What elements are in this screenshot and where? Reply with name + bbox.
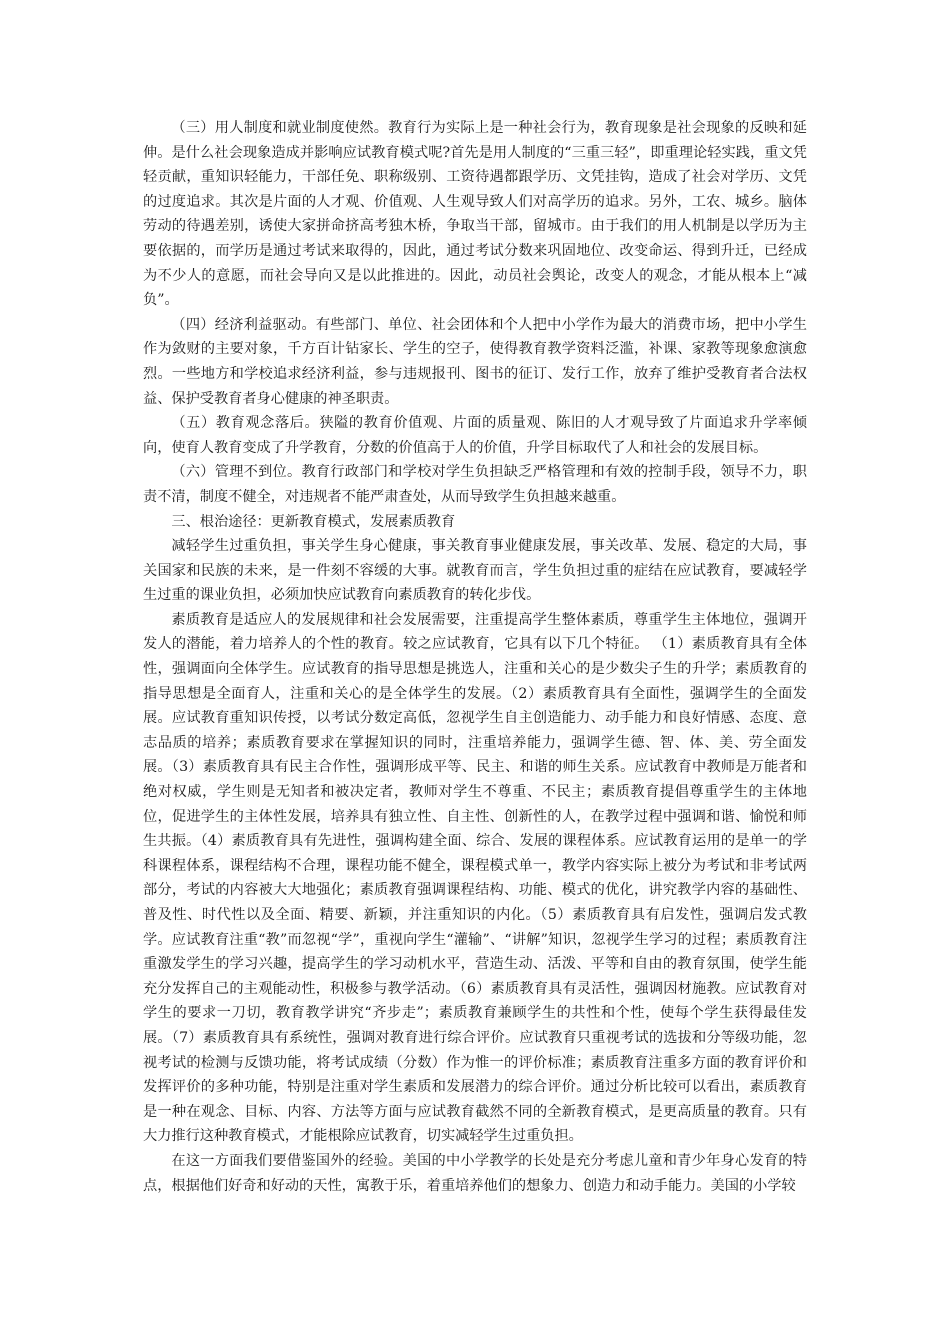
paragraph-economic-interest: （四）经济利益驱动。有些部门、单位、社会团体和个人把中小学作为最大的消费市场，把中小学生作为敛财的主要对象，千方百计钻家长、学生的空子，使得教育教学资料泛滥，补课、家教等现象愈演愈烈。一些地方和学校追求经济利益，参与违规报刊、图书的征订、发行工作，放弃了维护受教育者合法权益、保护受教育者身心健康的神圣职责。	[143, 316, 807, 407]
paragraph-reduce-burden: 减轻学生过重负担，事关学生身心健康，事关教育事业健康发展，事关改革、发展、稳定的大局，事关国家和民族的未来，是一件刻不容缓的大事。就教育而言，学生负担过重的症结在应试教育，要减轻学生过重的课业负担，必须加快应试教育向素质教育的转化步伐。	[143, 538, 807, 604]
section-heading: 三、根治途径：更新教育模式，发展素质教育	[171, 513, 456, 530]
paragraph-management: （六）管理不到位。教育行政部门和学校对学生负担缺乏严格管理和有效的控制手段，领导不力，职责不清，制度不健全，对违规者不能严肃查处，从而导致学生负担越来越重。	[143, 464, 807, 505]
paragraph-quality-education-features: 素质教育是适应人的发展规律和社会发展需要，注重提高学生整体素质，尊重学生主体地位，强调开发人的潜能，着力培养人的个性的教育。较之应试教育，它具有以下几个特征。 （1）素质教育具有全体性，强调面向全体学生。应试教育的指导思想是挑选人，注重和关心的是少数尖子生的升学；素质教育的指导思想是全面育人，注重和关心的是全体学生的发展。（2）素质教育具有全面性，强调学生的全面发展。应试教育重知识传授，以考试分数定高低，忽视学生自主创造能力、动手能力和良好情感、态度、意志品质的培养；素质教育要求在掌握知识的同时，注重培养能力，强调学生德、智、体、美、劳全面发展。（3）素质教育具有民主合作性，强调形成平等、民主、和谐的师生关系。应试教育中教师是万能者和绝对权威，学生则是无知者和被决定者，教师对学生不尊重、不民主；素质教育提倡尊重学生的主体地位，促进学生的主体性发展，培养具有独立性、自主性、创新性的人，在教学过程中强调和谐、愉悦和师生共振。（4）素质教育具有先进性，强调构建全面、综合、发展的课程体系。应试教育运用的是单一的学科课程体系，课程结构不合理，课程功能不健全，课程模式单一，教学内容实际上被分为考试和非考试两部分，考试的内容被大大地强化；素质教育强调课程结构、功能、模式的优化，讲究教学内容的基础性、普及性、时代性以及全面、精要、新颖，并注重知识的内化。（5）素质教育具有启发性，强调启发式教学。应试教育注重“教”而忽视“学”，重视向学生“灌输”、“讲解”知识，忽视学生学习的过程；素质教育注重激发学生的学习兴趣，提高学生的学习动机水平，营造生动、活泼、平等和自由的教育氛围，使学生能充分发挥自己的主观能动性，积极参与教学活动。（6）素质教育具有灵活性，强调因材施教。应试教育对学生的要求一刀切，教育教学讲究“齐步走”；素质教育兼顾学生的共性和个性，使每个学生获得最佳发展。（7）素质教育具有系统性，强调对教育进行综合评价。应试教育只重视考试的选拔和分等级功能，忽视考试的检测与反馈功能，将考试成绩（分数）作为惟一的评价标准；素质教育注重多方面的教育评价和发挥评价的多种功能，特别是注重对学生素质和发展潜力的综合评价。通过分析比较可以看出，素质教育是一种在观念、目标、内容、方法等方面与应试教育截然不同的全新教育模式，是更高质量的教育。只有大力推行这种教育模式，才能根除应试教育，切实减轻学生过重负担。	[143, 611, 807, 1145]
paragraph-educational-concepts: （五）教育观念落后。狭隘的教育价值观、片面的质量观、陈旧的人才观导致了片面追求升学率倾向，使育人教育变成了升学教育，分数的价值高于人的价值，升学目标取代了人和社会的发展目标。	[143, 415, 807, 456]
paragraph-employment-system: （三）用人制度和就业制度使然。教育行为实际上是一种社会行为，教育现象是社会现象的反映和延伸。是什么社会现象造成并影响应试教育模式呢?首先是用人制度的“三重三轻”，即重理论轻实践，重文凭轻贡献，重知识轻能力，干部任免、职称级别、工资待遇都跟学历、文凭挂钩，造成了社会对学历、文凭的过度追求。其次是片面的人才观、价值观、人生观导致人们对高学历的追求。另外，工农、城乡。脑体劳动的待遇差别，诱使大家拼命挤高考独木桥，争取当干部，留城市。由于我们的用人机制是以学历为主要依据的，而学历是通过考试来取得的，因此，通过考试分数来巩固地位、改变命运、得到升迁，已经成为不少人的意愿，而社会导向又是以此推进的。因此，动员社会舆论，改变人的观念，才能从根本上“减负”。	[143, 120, 807, 309]
document-body	[143, 116, 807, 1198]
paragraph-foreign-experience: 在这一方面我们要借鉴国外的经验。美国的中小学教学的长处是充分考虑儿童和青少年身心发育的特点，根据他们好奇和好动的天性，寓教于乐，着重培养他们的想象力、创造力和动手能力。美国的小学较	[143, 1152, 807, 1194]
